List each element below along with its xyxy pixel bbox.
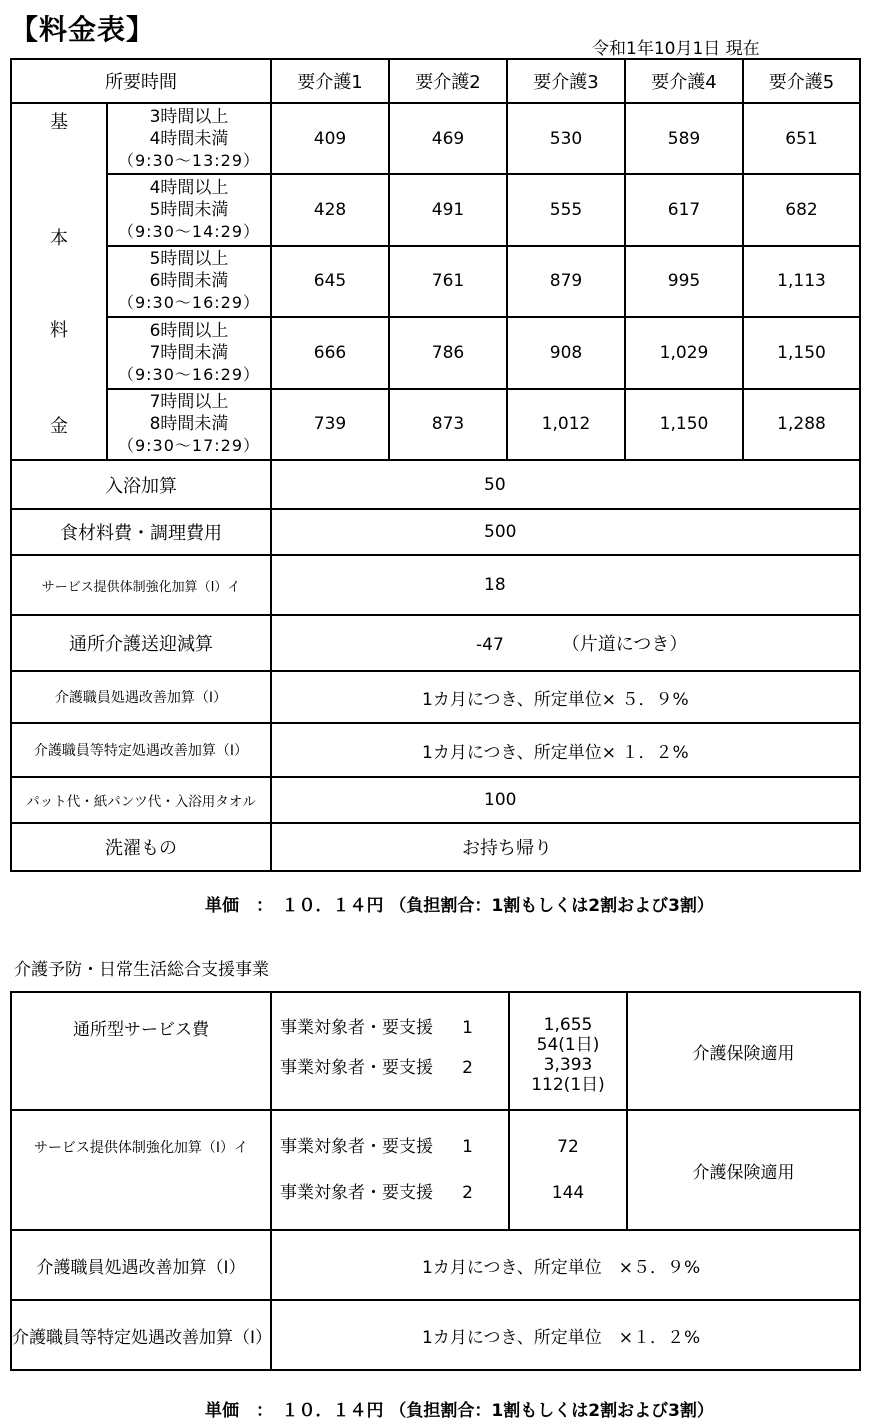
insurance-applies: 介護保険適用 [627,1110,860,1230]
duration-max: 5時間未満 [149,200,229,221]
table-row [11,615,860,671]
fee-cell: 1,150 [625,389,743,460]
duration-cell [107,389,271,460]
table-row [11,174,860,245]
fee-cell: 651 [743,103,860,174]
amount-cell [509,992,627,1110]
support-level: 2 [462,1058,473,1078]
header-care-level-3: 要介護3 [507,59,625,103]
insurance-applies: 介護保険適用 [627,992,860,1110]
duration-min: 6時間以上 [149,320,229,341]
supplies-value: 100 [271,777,860,823]
staff-treatment-addition-label: 介護職員処遇改善加算（Ⅰ） [11,671,271,723]
header-care-level-4: 要介護4 [625,59,743,103]
amount-value: 112(1日) [531,1075,605,1095]
laundry-label: 洗濯もの [11,823,271,871]
duration-hours: （9:30～16:29） [117,293,261,313]
fee-cell: 908 [507,317,625,388]
table-row [11,317,860,388]
amount-value: 54(1日) [536,1035,600,1055]
duration-min: 3時間以上 [149,106,229,127]
staff-treatment-addition-value: 1カ月につき、所定単位 ×５．９% [271,1230,860,1300]
support-service-table [10,991,861,1371]
table-row [11,992,860,1110]
support-level: 1 [462,1018,473,1038]
header-care-level-5: 要介護5 [743,59,860,103]
header-duration: 所要時間 [11,59,271,103]
amount-value: 3,393 [543,1055,593,1075]
fee-cell: 879 [507,246,625,317]
table-header-row [11,59,860,103]
duration-cell [107,174,271,245]
duration-cell [107,317,271,388]
eligibility-label: 事業対象者・要支援 [280,1058,433,1078]
eligibility-cell [271,1110,509,1230]
eligibility-cell [271,992,509,1110]
table-row [11,1230,860,1300]
fee-cell: 1,113 [743,246,860,317]
staff-specific-treatment-label: 介護職員等特定処遇改善加算（Ⅰ） [11,723,271,777]
duration-min: 5時間以上 [149,249,229,270]
fee-cell: 1,029 [625,317,743,388]
table-row [11,389,860,460]
amount-cell [509,1110,627,1230]
fee-cell: 409 [271,103,389,174]
table-row [11,777,860,823]
unit-price-note: 単価 ： １０．１４円 （負担割合：1割もしくは2割および3割） [205,1401,714,1421]
kihon-char-3: 料 [50,320,68,341]
fee-cell: 555 [507,174,625,245]
kihon-char-1: 基 [50,112,68,133]
duration-max: 7時間未満 [149,342,229,363]
table-row [11,1110,860,1230]
fee-cell: 739 [271,389,389,460]
effective-date: 令和1年10月1日 現在 [592,39,760,59]
service-system-addition-label: サービス提供体制強化加算（Ⅰ）イ [11,555,271,615]
duration-min: 7時間以上 [149,392,229,413]
table-row [11,460,860,509]
duration-cell [107,103,271,174]
duration-min: 4時間以上 [149,178,229,199]
staff-specific-treatment-value: 1カ月につき、所定単位 ×１．２% [271,1300,860,1370]
fee-cell: 428 [271,174,389,245]
duration-hours: （9:30～13:29） [117,150,261,170]
table-row [11,823,860,871]
amount-value: 144 [551,1183,585,1203]
fee-cell: 1,012 [507,389,625,460]
fee-cell: 1,288 [743,389,860,460]
staff-treatment-addition-label: 介護職員処遇改善加算（Ⅰ） [11,1230,271,1300]
support-level: 1 [462,1137,473,1157]
supplies-label: パット代・紙パンツ代・入浴用タオル [11,777,271,823]
kihon-char-4: 金 [50,416,68,437]
fee-cell: 530 [507,103,625,174]
table-row [11,246,860,317]
section-title: 介護予防・日常生活総合支援事業 [14,960,269,980]
fee-cell: 786 [389,317,507,388]
header-care-level-2: 要介護2 [389,59,507,103]
support-level: 2 [462,1183,473,1203]
fee-cell: 469 [389,103,507,174]
fee-cell: 589 [625,103,743,174]
eligibility-label: 事業対象者・要支援 [280,1137,433,1157]
table-row [11,1300,860,1370]
amount-value: 1,655 [543,1015,593,1035]
day-service-fee-label: 通所型サービス費 [11,992,271,1110]
staff-specific-treatment-value: 1カ月につき、所定単位× １．２% [271,723,860,777]
service-system-addition-value: 18 [271,555,860,615]
fee-cell: 491 [389,174,507,245]
fee-cell: 666 [271,317,389,388]
duration-hours: （9:30～16:29） [117,364,261,384]
duration-hours: （9:30～17:29） [117,436,261,456]
page-title: 【料金表】 [10,13,156,46]
table-row [11,555,860,615]
fee-cell: 995 [625,246,743,317]
fee-cell: 617 [625,174,743,245]
bathing-addition-label: 入浴加算 [11,460,271,509]
bathing-addition-value: 50 [271,460,860,509]
eligibility-label: 事業対象者・要支援 [280,1018,433,1038]
laundry-value: お持ち帰り [271,823,860,871]
transport-reduction-cell [271,615,860,671]
transport-reduction-note: （片道につき） [561,634,688,655]
fee-cell: 873 [389,389,507,460]
table-row [11,103,860,174]
amount-value: 72 [557,1137,579,1157]
fee-cell: 761 [389,246,507,317]
table-row [11,723,860,777]
fee-cell: 1,150 [743,317,860,388]
service-system-addition-label: サービス提供体制強化加算（Ⅰ）イ [11,1110,271,1230]
transport-reduction-label: 通所介護送迎減算 [11,615,271,671]
table-row [11,509,860,555]
header-care-level-1: 要介護1 [271,59,389,103]
unit-price-note: 単価 ： １０．１４円 （負担割合：1割もしくは2割および3割） [205,896,714,916]
meal-cost-value: 500 [271,509,860,555]
duration-hours: （9:30～14:29） [117,222,261,242]
eligibility-label: 事業対象者・要支援 [280,1183,433,1203]
staff-treatment-addition-value: 1カ月につき、所定単位× ５．９% [271,671,860,723]
duration-cell [107,246,271,317]
table-row [11,671,860,723]
kihon-char-2: 本 [50,228,68,249]
basic-fee-label [11,103,107,460]
duration-max: 6時間未満 [149,271,229,292]
duration-max: 8時間未満 [149,414,229,435]
transport-reduction-value: -47 [476,635,504,655]
fee-cell: 682 [743,174,860,245]
meal-cost-label: 食材料費・調理費用 [11,509,271,555]
fee-table [10,58,861,872]
fee-cell: 645 [271,246,389,317]
duration-max: 4時間未満 [149,128,229,149]
staff-specific-treatment-label: 介護職員等特定処遇改善加算（Ⅰ） [11,1300,271,1370]
